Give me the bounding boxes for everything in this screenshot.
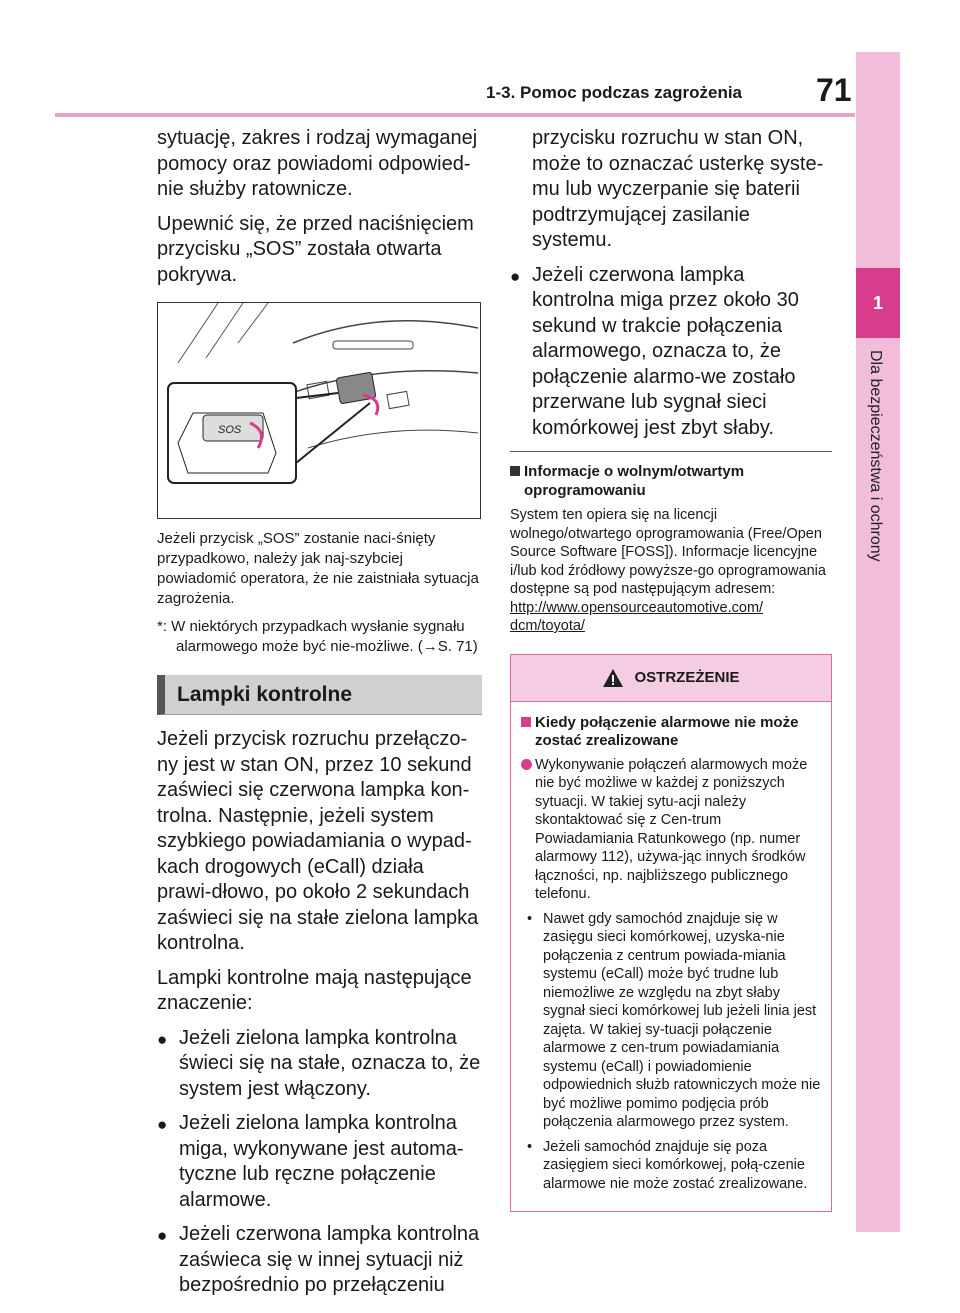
warning-triangle-icon bbox=[602, 668, 624, 688]
paragraph: Jeżeli przycisk rozruchu przełączo-ny jest w stan ON, przez 10 sekund zaświeci się czerwona lampka kon-trolna. Następnie, jeżeli system szybkiego powiadamiania o wypad-kach drogowych (eCall) działa prawi-dłowo, po około 2 sekundach zaświeci się na stałe zielona lampka kontrolna. bbox=[157, 728, 479, 954]
illustration-caption: Jeżeli przycisk „SOS” zostanie naci-śnięty przypadkowo, należy jak naj-szybciej powiadomić operatora, że nie zaistniała sytuacja zagrożenia. bbox=[157, 530, 479, 607]
warning-subitem bbox=[521, 1138, 821, 1194]
source-link[interactable]: http://www.opensourceautomotive.com/ bbox=[510, 599, 764, 616]
section-heading: Lampki kontrolne bbox=[157, 675, 482, 715]
bullet-dot-icon: ● bbox=[510, 266, 521, 286]
chapter-title: Dla bezpieczeństwa i ochrony bbox=[867, 350, 884, 562]
paragraph: Lampki kontrolne mają następujące znaczenie: bbox=[157, 966, 472, 1014]
paragraph: przycisku rozruchu w stan ON, może to oznaczać usterkę syste-mu lub wyczerpanie się baterii podtrzymującej zasilanie systemu. bbox=[532, 127, 824, 251]
divider bbox=[510, 451, 832, 452]
header-divider bbox=[55, 113, 855, 117]
sos-button-label: SOS bbox=[218, 424, 242, 436]
sos-illustration-drawing bbox=[158, 303, 480, 518]
pink-dot-icon bbox=[521, 759, 532, 770]
chapter-number[interactable]: 1 bbox=[856, 268, 900, 338]
bullet-dot-icon: ● bbox=[157, 1029, 168, 1049]
warning-title-bar bbox=[511, 655, 831, 702]
list-item bbox=[157, 1222, 482, 1299]
right-column bbox=[510, 126, 832, 1212]
list-item bbox=[157, 1111, 482, 1213]
paragraph: Upewnić się, że przed naciśnięciem przycisku „SOS” została otwarta pokrywa. bbox=[157, 212, 474, 286]
bullet-dot-icon: ● bbox=[157, 1226, 168, 1245]
warning-subitem-text: Nawet gdy samochód znajduje się w zasięgu sieci komórkowej, uzyska-nie połączenia z centrum powiada-miania systemu (eCall) może być trudne lub niemożliwe ze względu na zbyt słaby sygnał sieci komórkowej lub jeżeli linia jest zajęta. W takiej sy-tuacji połączenie alarmowe z cen-trum powiadamiania systemu (eCall) i powiadomienie odpowiednich służb ratowniczych może nie być możliwe pomimo podjęcia prób połączenia alarmowego przez system. bbox=[543, 910, 821, 1130]
list-item-text: Jeżeli czerwona lampka kontrolna zaświeca się w innej sytuacji niż bezpośrednio po przełączeniu bbox=[179, 1223, 480, 1296]
info-heading-text: Informacje o wolnym/otwartym oprogramowaniu bbox=[524, 463, 745, 499]
left-column bbox=[157, 126, 482, 1308]
warning-subitem-text: Jeżeli samochód znajduje się poza zasięgiem sieci komórkowej, połą-czenie alarmowe nie może zostać zrealizowane. bbox=[543, 1138, 808, 1192]
list-item-text: Jeżeli zielona lampka kontrolna miga, wykonywane jest automa-tyczne lub ręczne połączenie alarmowe. bbox=[179, 1112, 464, 1211]
warning-heading bbox=[521, 714, 821, 750]
warning-subitem bbox=[521, 910, 821, 1132]
bullet-dot-icon: ● bbox=[157, 1115, 168, 1134]
square-bullet-icon bbox=[510, 466, 520, 476]
square-bullet-icon bbox=[521, 717, 531, 727]
warning-heading-text: Kiedy połączenie alarmowe nie może zostać zrealizowane bbox=[535, 713, 799, 749]
list-item-text: Jeżeli zielona lampka kontrolna świeci się na stałe, oznacza to, że system jest włączony. bbox=[179, 1026, 481, 1100]
list-item bbox=[157, 1026, 482, 1103]
source-link-continued[interactable]: dcm/toyota/ bbox=[510, 618, 585, 634]
info-text: System ten opiera się na licencji wolnego/otwartego oprogramowania (Free/Open Source Software [FOSS]). Informacje licencyjne i/lub kod źródłowy powyższe-go oprogramowania dostępne są pod następującym adresem: bbox=[510, 507, 826, 597]
sos-button-illustration bbox=[157, 302, 481, 519]
list-item bbox=[510, 263, 832, 442]
warning-item-text: Wykonywanie połączeń alarmowych może nie być możliwe w każdej z poniższych sytuacji. W takiej sytu-acji należy skontaktować się z Cen-trum Powiadamiania Ratunkowego (np. numer alarmowy 112), używa-jąc innych środków łączności, np. najbliższego publicznego telefonu. bbox=[535, 756, 808, 902]
chapter-tab bbox=[856, 52, 900, 1232]
bullet-icon: • bbox=[527, 1138, 533, 1155]
list-item-text: Jeżeli czerwona lampka kontrolna miga przez około 30 sekund w trakcie połączenia alarmowego, oznacza to, że połączenie alarmo-we zostało przerwane lub sygnał sieci komórkowej jest zbyt słaby. bbox=[532, 263, 799, 439]
page-number: 71 bbox=[816, 72, 852, 108]
warning-title: OSTRZEŻENIE bbox=[634, 669, 740, 686]
section-title: 1-3. Pomoc podczas zagrożenia bbox=[486, 83, 743, 102]
warning-item bbox=[521, 756, 821, 904]
info-heading bbox=[510, 462, 832, 500]
bullet-icon: • bbox=[527, 910, 533, 927]
paragraph: sytuację, zakres i rodzaj wymaganej pomocy oraz powiadomi odpowied-nie służby ratownicze. bbox=[157, 127, 478, 200]
footnote: *: W niektórych przypadkach wysłanie sygnału alarmowego może być nie-możliwe. (→S. 71) bbox=[157, 618, 478, 655]
warning-box bbox=[510, 654, 832, 1213]
warning-body bbox=[511, 702, 831, 1212]
